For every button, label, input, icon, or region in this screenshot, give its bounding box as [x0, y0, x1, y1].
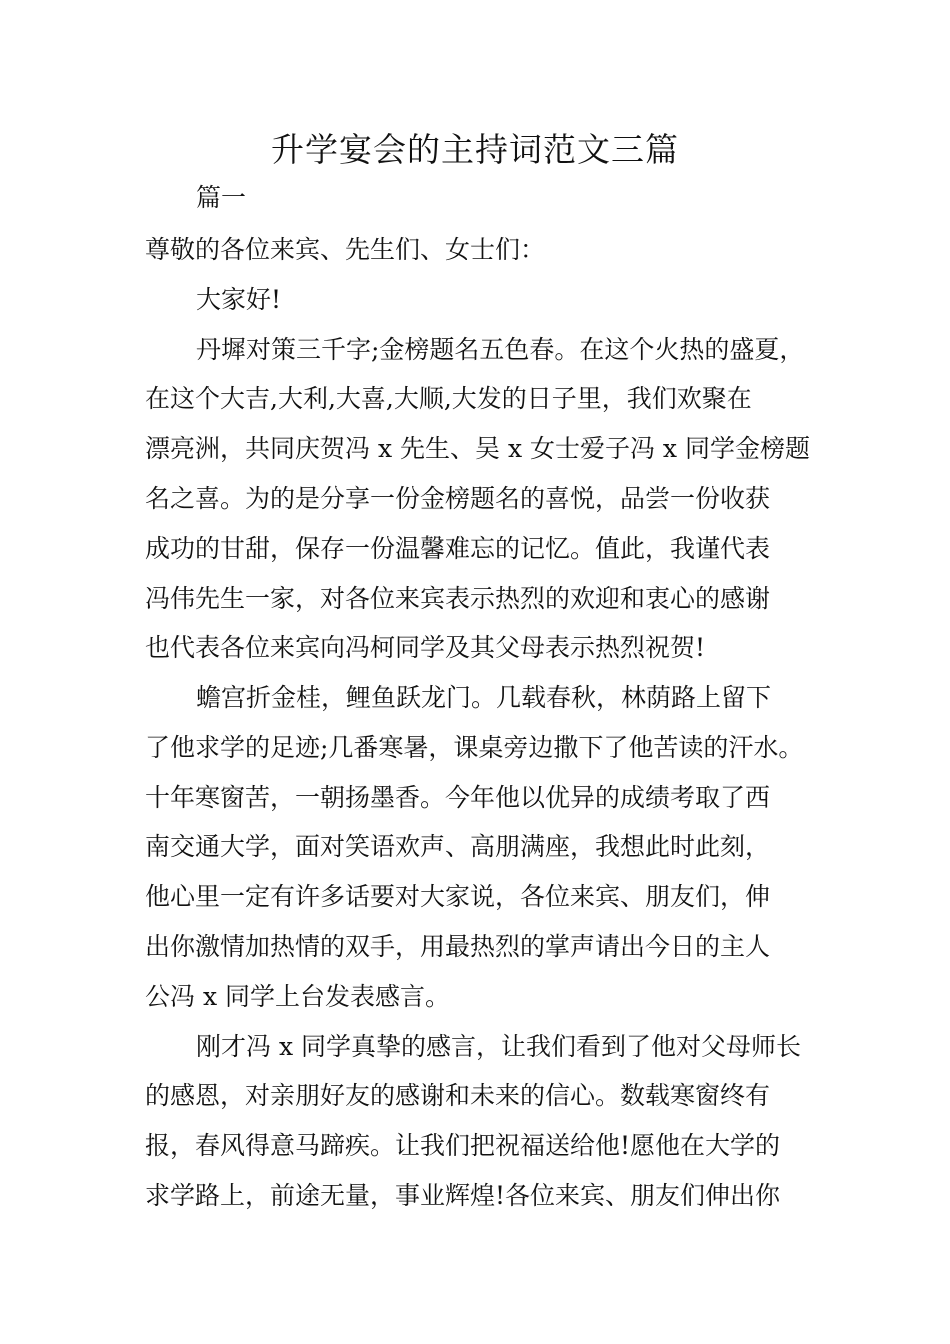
- paragraph-2-line: 他心里一定有许多话要对大家说，各位来宾、朋友们，伸: [145, 882, 771, 911]
- salutation: 尊敬的各位来宾、先生们、女士们：: [145, 235, 546, 264]
- paragraph-2-line: 十年寒窗苦，一朝扬墨香。今年他以优异的成绩考取了西: [145, 783, 771, 812]
- paragraph-3-line: 的感恩，对亲朋好友的感谢和未来的信心。数载寒窗终有: [145, 1081, 771, 1110]
- paragraph-2-line: 南交通大学，面对笑语欢声、高朋满座，我想此时此刻，: [145, 832, 771, 861]
- greeting: 大家好!: [196, 285, 282, 314]
- paragraph-2-line: 了他求学的足迹;几番寒暑，课桌旁边撒下了他苦读的汗水。: [145, 733, 804, 762]
- paragraph-3-line: 刚才冯 x 同学真挚的感言，让我们看到了他对父母师长: [196, 1032, 801, 1061]
- document-title: 升学宴会的主持词范文三篇: [271, 130, 679, 169]
- paragraph-2-line: 出你激情加热情的双手，用最热烈的掌声请出今日的主人: [145, 932, 771, 961]
- paragraph-1-line: 冯伟先生一家，对各位来宾表示热烈的欢迎和衷心的感谢: [145, 584, 771, 613]
- paragraph-1-line: 成功的甘甜，保存一份温馨难忘的记忆。值此，我谨代表: [145, 534, 771, 563]
- paragraph-1-line: 在这个大吉,大利,大喜,大顺,大发的日子里，我们欢聚在: [145, 384, 752, 413]
- paragraph-2-line: 公冯 x 同学上台发表感言。: [145, 982, 450, 1011]
- paragraph-1-line: 也代表各位来宾向冯柯同学及其父母表示热烈祝贺!: [145, 633, 706, 662]
- paragraph-1-line: 名之喜。为的是分享一份金榜题名的喜悦，品尝一份收获: [145, 484, 771, 513]
- paragraph-3-line: 报，春风得意马蹄疾。让我们把祝福送给他!愿他在大学的: [145, 1131, 781, 1160]
- paragraph-3-line: 求学路上，前途无量，事业辉煌!各位来宾、朋友们伸出你: [145, 1181, 781, 1210]
- paragraph-1-line: 漂亮洲，共同庆贺冯 x 先生、吴 x 女士爱子冯 x 同学金榜题: [145, 434, 810, 463]
- section-label: 篇一: [196, 183, 247, 212]
- paragraph-2-line: 蟾宫折金桂，鲤鱼跃龙门。几载春秋，林荫路上留下: [196, 683, 772, 712]
- paragraph-1-line: 丹墀对策三千字;金榜题名五色春。在这个火热的盛夏，: [196, 335, 805, 364]
